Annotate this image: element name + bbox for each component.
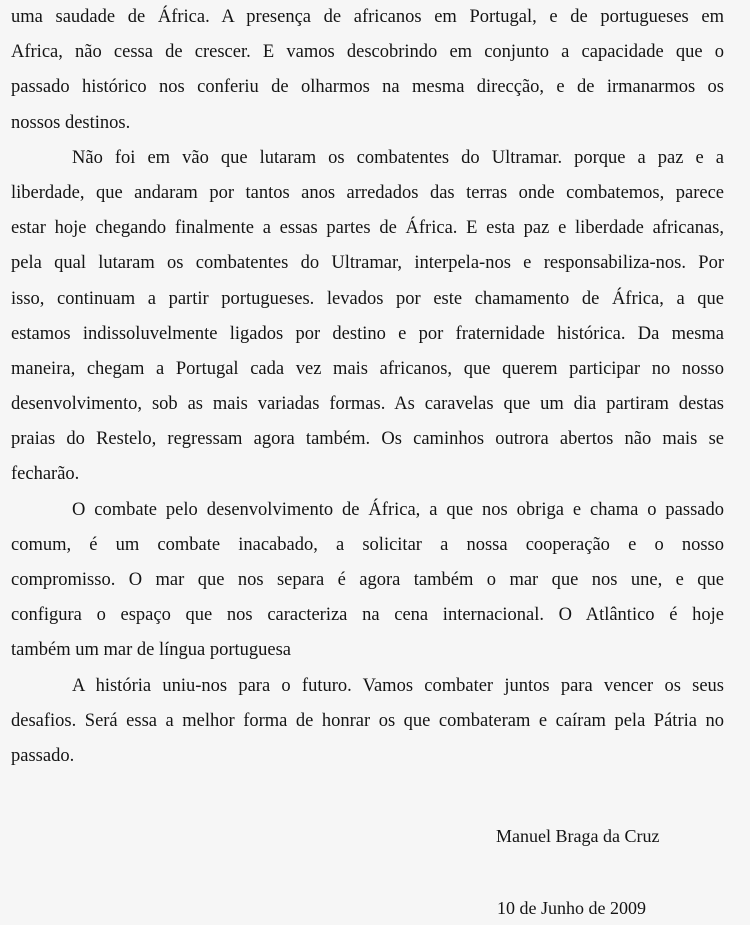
text-line: passado histórico nos conferiu de olharmos na mesma direcção, e de irmanarmos os bbox=[11, 77, 724, 98]
text-line: configura o espaço que nos caracteriza na cena internacional. O Atlântico é hoje bbox=[11, 605, 724, 626]
text-line: isso, continuam a partir portugueses. levados por este chamamento de África, a que bbox=[11, 288, 724, 309]
text-line: Não foi em vão que lutaram os combatentes do Ultramar. porque a paz e a bbox=[72, 147, 724, 168]
text-line: pela qual lutaram os combatentes do Ultramar, interpela-nos e responsabiliza-nos. Por bbox=[11, 253, 724, 274]
text-line: estar hoje chegando finalmente a essas partes de África. E esta paz e liberdade africanas, bbox=[11, 218, 724, 239]
document-date: 10 de Junho de 2009 bbox=[497, 898, 646, 918]
text-line: comum, é um combate inacabado, a solicitar a nossa cooperação e o nosso bbox=[11, 534, 724, 555]
paragraph bbox=[11, 669, 724, 775]
text-line: O combate pelo desenvolvimento de África, a que nos obriga e chama o passado bbox=[72, 499, 724, 520]
text-line: uma saudade de África. A presença de africanos em Portugal, e de portugueses em bbox=[11, 7, 724, 27]
text-line: fecharão. bbox=[11, 464, 80, 485]
paragraph bbox=[11, 141, 724, 493]
paragraph bbox=[11, 493, 724, 669]
text-line: maneira, chegam a Portugal cada vez mais africanos, que querem participar no nosso bbox=[11, 358, 724, 379]
text-line: desenvolvimento, sob as mais variadas formas. As caravelas que um dia partiram destas bbox=[11, 394, 724, 415]
text-line: também um mar de língua portuguesa bbox=[11, 640, 291, 661]
text-line: desafios. Será essa a melhor forma de honrar os que combateram e caíram pela Pátria no bbox=[11, 710, 724, 731]
text-line: estamos indissoluvelmente ligados por destino e por fraternidade histórica. Da mesma bbox=[11, 323, 724, 344]
paragraph bbox=[11, 0, 724, 141]
author-signature: Manuel Braga da Cruz bbox=[496, 826, 660, 846]
document-body bbox=[11, 0, 724, 774]
text-line: liberdade, que andaram por tantos anos arredados das terras onde combatemos, parece bbox=[11, 182, 724, 203]
text-line: passado. bbox=[11, 745, 75, 766]
text-line: Africa, não cessa de crescer. E vamos descobrindo em conjunto a capacidade que o bbox=[11, 42, 724, 63]
text-line: praias do Restelo, regressam agora também. Os caminhos outrora abertos não mais se bbox=[11, 429, 724, 450]
text-line: A história uniu-nos para o futuro. Vamos combater juntos para vencer os seus bbox=[72, 675, 724, 696]
text-line: nossos destinos. bbox=[11, 112, 131, 133]
text-line: compromisso. O mar que nos separa é agora também o mar que nos une, e que bbox=[11, 570, 724, 590]
